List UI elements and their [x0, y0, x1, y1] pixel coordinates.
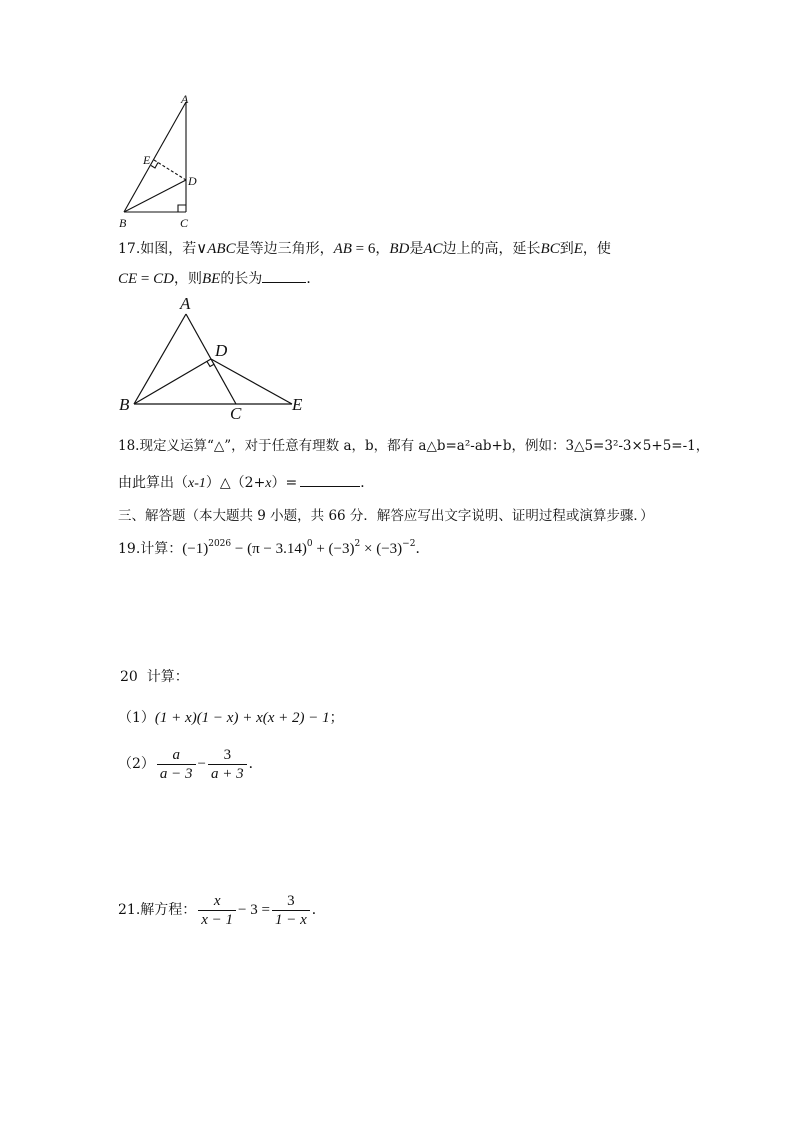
exponent: 2 — [354, 539, 361, 549]
denominator: a + 3 — [208, 764, 247, 783]
math-bc: BC — [540, 241, 560, 257]
label-e: E — [292, 395, 303, 414]
math: × (−3) — [360, 541, 403, 557]
text: 到 — [559, 241, 574, 257]
math-be: BE — [201, 271, 221, 287]
answer-blank[interactable] — [300, 472, 360, 487]
numerator: 3 — [287, 892, 295, 909]
math: − — [197, 756, 207, 772]
denominator: a − 3 — [157, 764, 196, 783]
denominator: 1 − x — [272, 910, 310, 929]
question-20-part-1 — [118, 708, 344, 728]
text: ． — [311, 902, 326, 918]
text: 21.解方程： — [118, 902, 197, 918]
right-angle-mark-c — [178, 205, 186, 212]
segment-bd — [134, 359, 211, 404]
math-abc: ∨ABC — [196, 241, 236, 257]
text: ． — [415, 541, 430, 557]
text: ）= — [271, 475, 298, 491]
label-e: E — [143, 153, 151, 167]
fraction — [208, 746, 247, 783]
fraction — [157, 746, 196, 783]
text: = — [351, 241, 368, 257]
text: 的长为 — [220, 271, 263, 287]
text: ，则 — [173, 271, 202, 287]
math-ac: AC — [423, 241, 443, 257]
text: ． — [248, 756, 263, 772]
text: 是等边三角形， — [235, 241, 334, 257]
answer-blank[interactable] — [262, 268, 306, 283]
text: 计算： — [146, 669, 189, 685]
math: (1 + x)(1 − x) + x(x + 2) − 1 — [154, 710, 330, 726]
text: ， — [375, 241, 390, 257]
math-x: x — [265, 476, 272, 491]
question-number: 20 — [120, 669, 138, 685]
text: ）△（2+ — [205, 475, 266, 491]
label-c: C — [230, 404, 242, 422]
math-e: E — [573, 241, 583, 257]
figure-right-triangle — [110, 92, 210, 232]
label-a: A — [181, 92, 189, 106]
math: + (−3) — [312, 541, 355, 557]
numerator: a — [172, 746, 180, 763]
exponent: 0 — [306, 539, 313, 549]
label-b: B — [119, 216, 127, 230]
question-number: 17. — [118, 241, 141, 257]
text: = — [137, 271, 154, 287]
sub-label: （2） — [118, 756, 155, 772]
math: − (π − 3.14) — [231, 541, 307, 557]
segment-ed-dashed — [154, 160, 186, 180]
text: ． — [306, 271, 321, 287]
label-d: D — [215, 341, 228, 360]
question-17-line-2 — [118, 268, 320, 289]
text: 19.计算： — [118, 541, 183, 557]
sub-label: （1） — [118, 710, 155, 726]
text: 如图，若 — [140, 241, 197, 257]
question-20-part-2 — [118, 744, 263, 784]
numerator: x — [213, 892, 221, 909]
numerator: 3 — [223, 746, 232, 763]
math-ab: AB — [333, 241, 352, 257]
label-b: B — [119, 395, 130, 414]
math: − 3 = — [238, 902, 270, 918]
text: ； — [329, 710, 344, 726]
question-18-line-2 — [118, 472, 374, 494]
exponent: −2 — [402, 539, 416, 549]
text: 由此算出（ — [118, 475, 188, 491]
segment-ab — [134, 314, 186, 404]
text: 边上的高，延长 — [442, 241, 541, 257]
figure-equilateral-triangle — [112, 292, 312, 422]
label-d: D — [188, 174, 197, 188]
math: (−1) — [182, 541, 209, 557]
label-a: A — [180, 294, 191, 313]
math-x-minus-1: x-1 — [188, 476, 206, 491]
question-20-title — [120, 667, 189, 687]
math-cd: CD — [153, 271, 174, 287]
text: 是 — [409, 241, 424, 257]
text: 6 — [367, 241, 376, 257]
math-bd: BD — [389, 241, 410, 257]
question-21 — [118, 890, 326, 930]
question-19 — [118, 539, 429, 559]
denominator: x − 1 — [198, 910, 236, 929]
text: ． — [360, 475, 375, 491]
math-ce: CE — [118, 271, 138, 287]
fraction — [272, 892, 310, 929]
question-17-line-1 — [118, 239, 611, 259]
exponent: 2026 — [208, 539, 232, 549]
text: ，使 — [582, 241, 611, 257]
fraction — [198, 892, 236, 929]
label-c: C — [180, 216, 189, 230]
section-3-title: 三、解答题（本大题共 9 小题，共 66 分．解答应写出文字说明、证明过程或演算步骤．） — [118, 508, 654, 524]
question-18-line-1: 18.现定义运算“△”，对于任意有理数 a，b，都有 a△b=a²-ab+b，例如：3△5=3²-3×5+5=-1， — [118, 438, 710, 454]
